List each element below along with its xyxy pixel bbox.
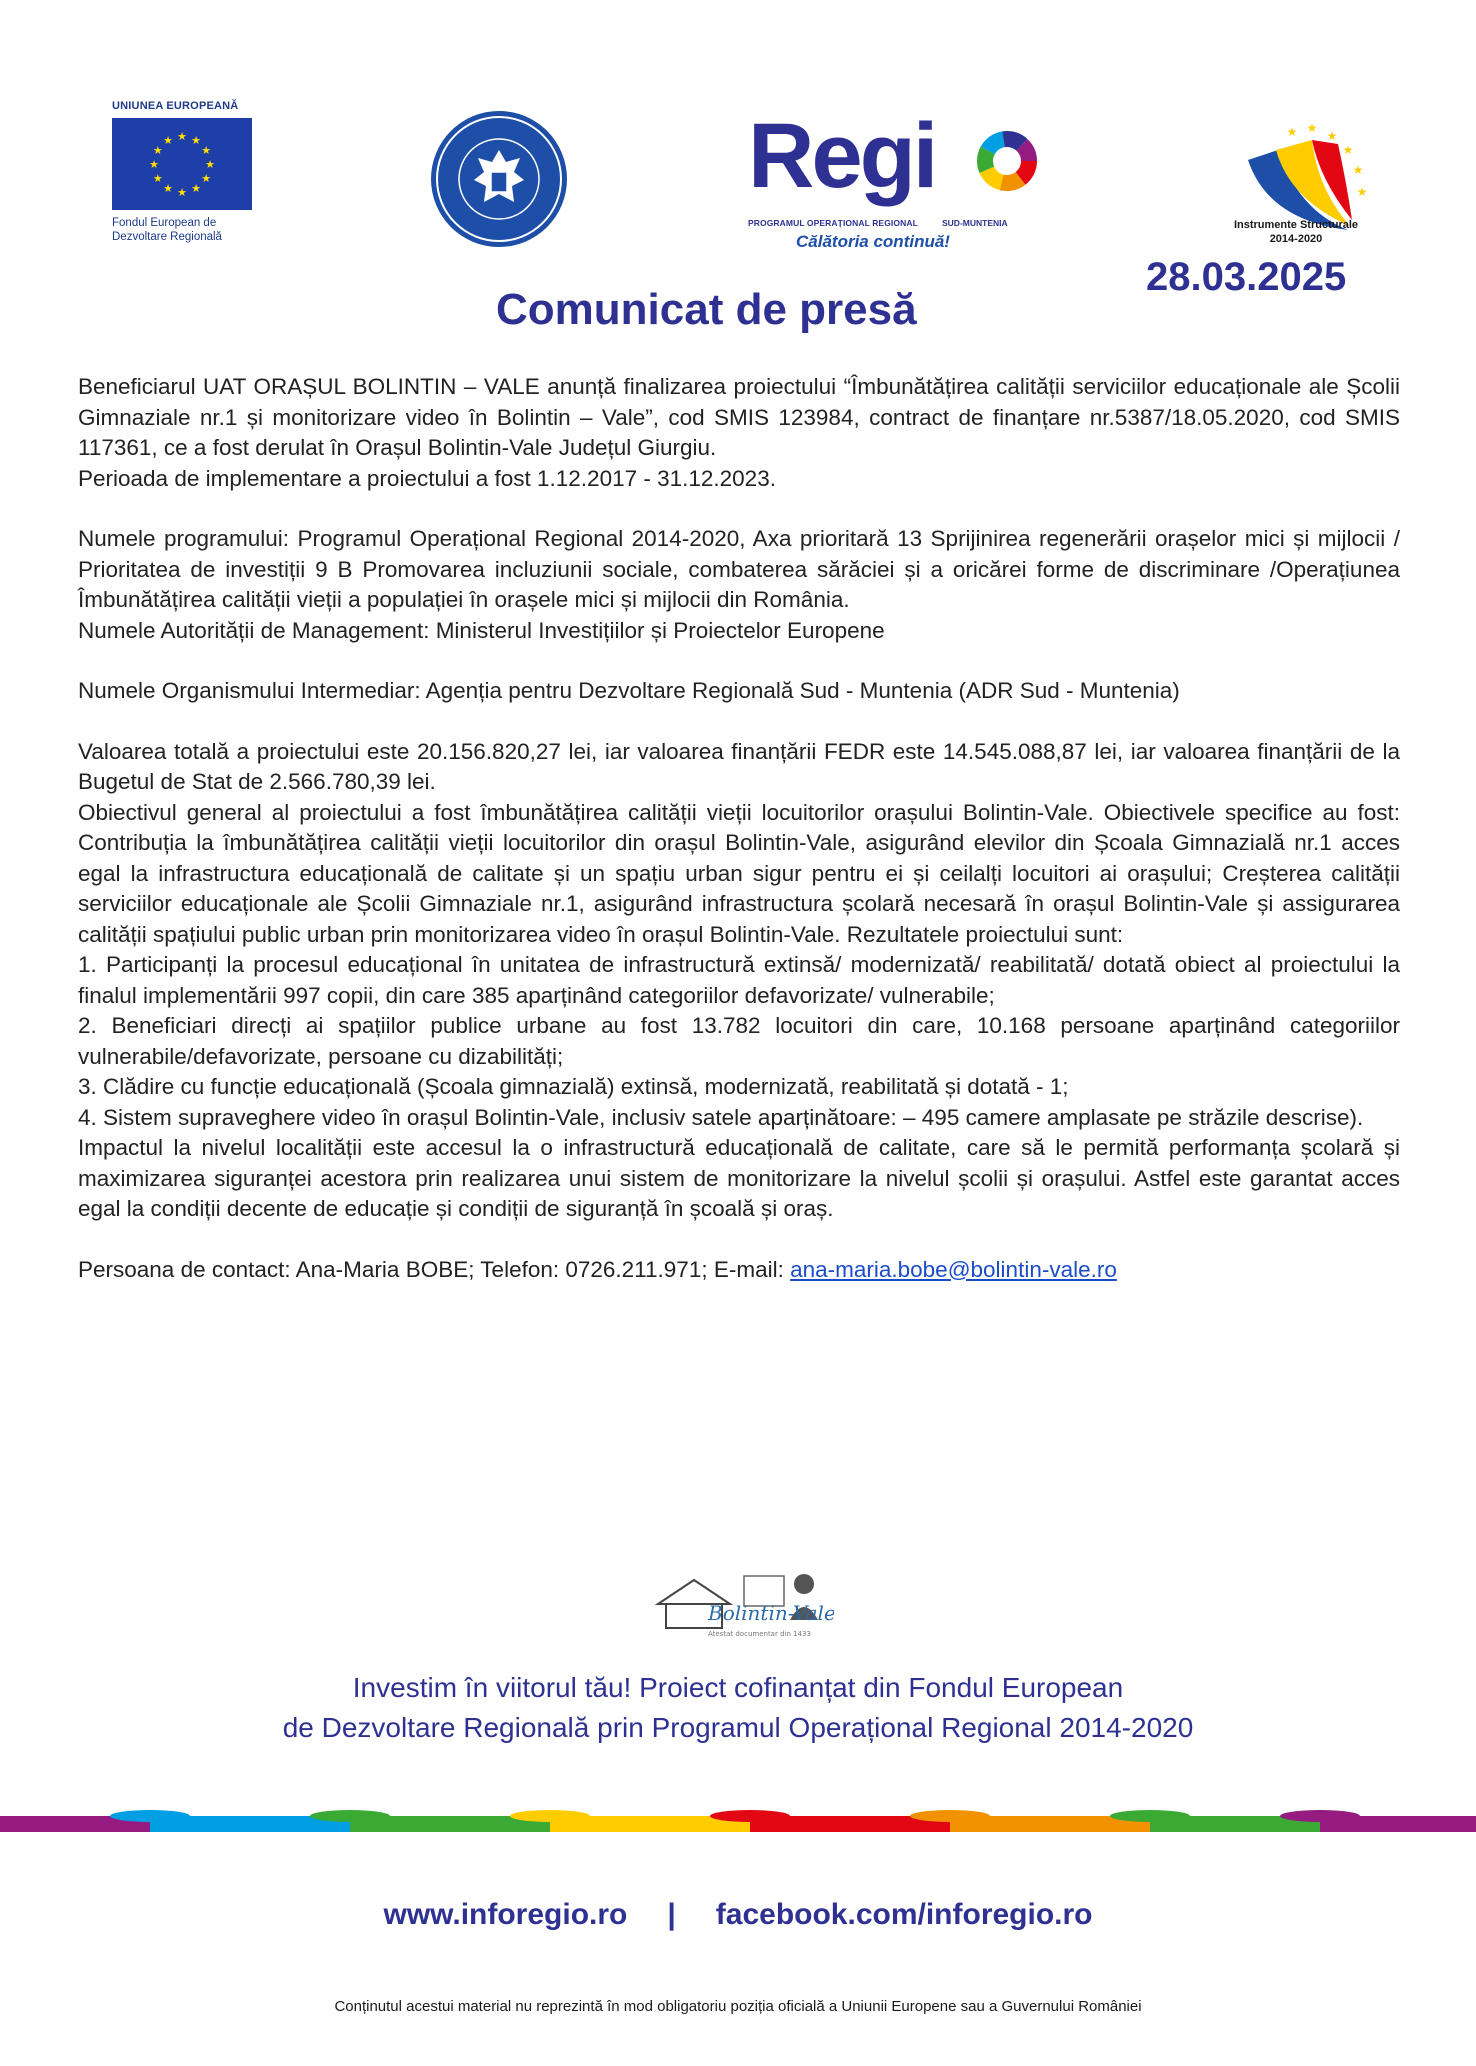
svg-text:★: ★: [191, 182, 201, 196]
svg-text:★: ★: [163, 133, 173, 147]
eu-sub-line2: Dezvoltare Regională: [112, 231, 222, 243]
instrumente-structurale-label: [1216, 218, 1376, 246]
eu-logo-subtitle: [112, 216, 252, 244]
svg-text:★: ★: [152, 144, 163, 157]
regio-tagline: Călătoria continuă!: [796, 232, 950, 251]
result-item: 4. Sistem supraveghere video în orașul Bolintin-Vale, inclusiv satele aparținătoare: – 495 camere amplasate pe străzile descrise).: [78, 1104, 1364, 1130]
logo-bar: [0, 90, 1476, 260]
svg-text:★: ★: [163, 182, 173, 196]
svg-text:★: ★: [201, 144, 212, 157]
press-release-body: [78, 372, 1400, 1285]
eu-logo-title: UNIUNEA EUROPEANĂ: [112, 100, 239, 112]
facebook-link[interactable]: facebook.com/inforegio.ro: [715, 1898, 1093, 1931]
eu-logo: [112, 100, 252, 244]
regio-region-label: SUD-MUNTENIA: [942, 218, 1008, 228]
government-seal-icon: [428, 108, 570, 250]
bolintin-vale-logo-text: Bolintin-Vale: [708, 1601, 834, 1625]
is-label-line1: Instrumente Structurale: [1233, 219, 1359, 231]
slogan: [0, 1668, 1476, 1748]
regio-wordmark: Regi: [748, 105, 936, 207]
paragraph-objectives: Obiectivul general al proiectului a fost îmbunătățirea calității vieții locuitorilor orașului Bolintin-Vale. Obiectivele specifice au fost: Contribuția la îmbunătățirea calității vieții locuitorilor din orașul Bolintin-Vale, asigurând elevilor din Școala Gimnazială nr.1 acces egal la infrastructura educațională de calitate și un spațiu urban sigur pentru ei și ceilalți locuitori ai orașului; Creșterea calității serviciilor educaționale ale Școlii Gimnaziale nr.1, asigurând infrastructura școlară necesară în orașul Bolintin-Vale și assigurarea calității spațiului public urban prin monitorizarea video în orașul Bolintin-Vale. Rezultatele proiectului sunt:: [78, 799, 1400, 947]
footer-separator: |: [667, 1898, 676, 1931]
svg-text:★: ★: [1342, 143, 1354, 157]
svg-text:★: ★: [1306, 121, 1318, 135]
regio-program-label: PROGRAMUL OPERAȚIONAL REGIONAL: [748, 218, 918, 228]
svg-text:★: ★: [191, 133, 201, 147]
result-item: 2. Beneficiari direcți ai spațiilor publice urbane au fost 13.782 locuitori din care, 10.168 persoane aparținând categoriilor vulnerabile/defavorizate, persoane cu dizabilități;: [78, 1013, 1400, 1069]
paragraph-implementation-period: Perioada de implementare a proiectului a fost 1.12.2017 - 31.12.2023.: [78, 465, 776, 491]
svg-text:★: ★: [201, 172, 212, 185]
slogan-line2: de Dezvoltare Regională prin Programul Operațional Regional 2014-2020: [282, 1712, 1194, 1743]
svg-text:★: ★: [1326, 129, 1338, 143]
svg-text:★: ★: [1356, 185, 1368, 199]
svg-text:★: ★: [149, 158, 159, 171]
contact-details: Persoana de contact: Ana-Maria BOBE; Telefon: 0726.211.971; E-mail:: [78, 1256, 791, 1282]
is-label-line2: 2014-2020: [1269, 233, 1323, 245]
bolintin-vale-logo: [654, 1560, 834, 1640]
bolintin-vale-logo-sub: Atestat documentar din 1433: [708, 1630, 811, 1638]
regio-logo: [748, 105, 1038, 260]
regio-color-ring-icon: [976, 130, 1038, 192]
contact-line: [78, 1255, 1400, 1286]
eu-flag-icon: [112, 118, 252, 210]
paragraph-beneficiary: Beneficiarul UAT ORAȘUL BOLINTIN – VALE anunță finalizarea proiectului “Îmbunătățirea calității serviciilor educaționale ale Școlii Gimnaziale nr.1 și monitorizare video în Bolintin – Vale”, cod SMIS 123984, contract de finanțare nr.5387/18.05.2020, cod SMIS 117361, ce a fost derulat în Orașul Bolintin-Vale Județul Giurgiu.: [78, 374, 1400, 460]
svg-text:★: ★: [177, 130, 187, 143]
contact-email-link[interactable]: ana-maria.bobe@bolintin-vale.ro: [790, 1256, 1117, 1282]
disclaimer: Conținutul acestui material nu reprezintă în mod obligatoriu poziția oficială a Uniunii Europene sau a Guvernului României: [334, 1998, 1142, 2015]
paragraph-management-authority: Numele Autorității de Management: Ministerul Investițiilor și Proiectelor Europene: [78, 617, 885, 643]
eu-sub-line1: Fondul European de: [112, 217, 217, 229]
page-title: Comunicat de presă: [496, 285, 917, 334]
website-link[interactable]: www.inforegio.ro: [383, 1898, 628, 1931]
paragraph-program-name: Numele programului: Programul Operațional Regional 2014-2020, Axa prioritară 13 Sprijinirea regenerării orașelor mici și mijlocii / Prioritatea de investiții 9 B Promovarea incluziunii sociale, combaterea sărăciei și a oricărei forme de discriminare /Operațiunea Îmbunătățirea calității vieții a populației în orașele mici și mijlocii din România.: [78, 526, 1400, 612]
footer-links: [0, 1898, 1476, 1932]
result-item: 3. Clădire cu funcție educațională (Școala gimnazială) extinsă, modernizată, reabilitată și dotată - 1;: [78, 1074, 1069, 1099]
paragraph-intermediate-body: Numele Organismului Intermediar: Agenția pentru Dezvoltare Regională Sud - Muntenia (ADR Sud - Muntenia): [78, 678, 1180, 703]
result-item: 1. Participanți la procesul educațional în unitatea de infrastructură extinsă/ modernizată/ reabilitată/ dotată obiect al proiectului la finalul implementării 997 copii, din care 385 aparținând categoriilor defavorizate/ vulnerabile;: [78, 952, 1400, 1008]
rainbow-stripe: [0, 1810, 1476, 1840]
slogan-line1: Investim în viitorul tău! Proiect cofinanțat din Fondul European: [352, 1672, 1124, 1703]
svg-text:★: ★: [1286, 125, 1298, 139]
press-release-date: 28.03.2025: [1146, 255, 1347, 299]
svg-text:★: ★: [205, 158, 215, 171]
svg-text:★: ★: [1352, 163, 1364, 177]
svg-text:★: ★: [177, 186, 187, 199]
paragraph-impact: Impactul la nivelul localității este accesul la o infrastructură educațională de calitate, care să le permită performanța școlară și maximizarea siguranței acestora prin realizarea unui sistem de monitorizare la nivelul școlii și orașului. Astfel este garantat acces egal la condiții decente de educație și condiții de siguranță în școală și oraș.: [78, 1135, 1400, 1221]
paragraph-project-value: Valoarea totală a proiectului este 20.156.820,27 lei, iar valoarea finanțării FEDR este 14.545.088,87 lei, iar valoarea finanțării de la Bugetul de Stat de 2.566.780,39 lei.: [78, 738, 1400, 794]
svg-text:★: ★: [152, 172, 163, 185]
